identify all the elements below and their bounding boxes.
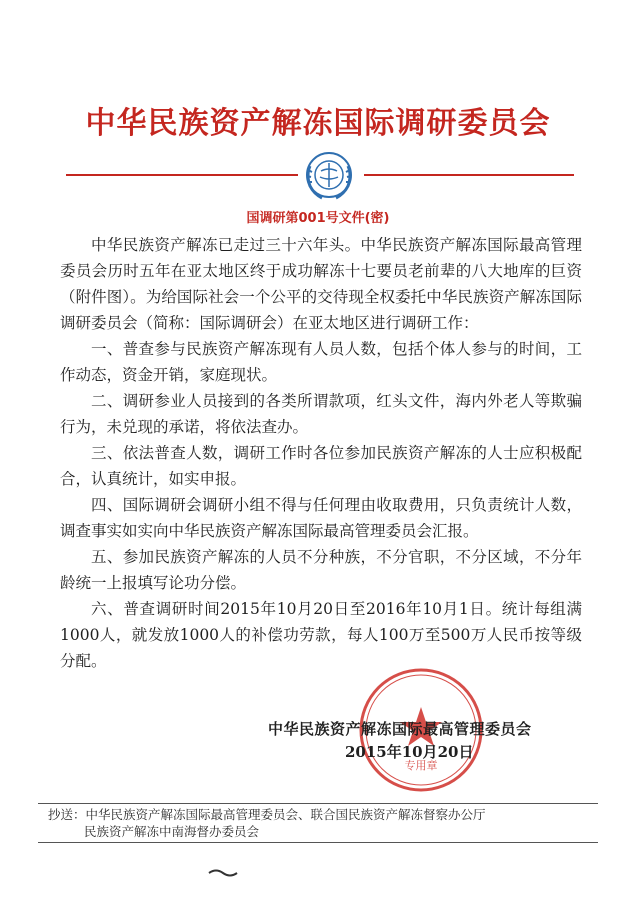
signature-organization: 中华民族资产解冻国际最高管理委员会 bbox=[268, 720, 532, 738]
body-paragraph: 三、依法普查人数，调研工作时各位参加民族资产解冻的人士应积极配合，认真统计，如实申报。 bbox=[60, 444, 582, 488]
cc-block bbox=[48, 806, 486, 840]
un-emblem-icon bbox=[300, 146, 358, 204]
body-paragraph: 二、调研参业人员接到的各类所谓款项，红头文件，海内外老人等欺骗行为，未兑现的承诺，将依法查办。 bbox=[60, 392, 582, 436]
letterhead-rule-right bbox=[364, 174, 574, 176]
footer-ornament-icon bbox=[208, 868, 238, 878]
document-body bbox=[60, 232, 582, 674]
document-number: 国调研第001号文件(密) bbox=[246, 211, 390, 226]
cc-line-1: 抄送：中华民族资产解冻国际最高管理委员会、联合国民族资产解冻督察办公厅 bbox=[48, 807, 486, 822]
body-paragraph: 一、普查参与民族资产解冻现有人员人数，包括个体人参与的时间，工作动态，资金开销，家庭现状。 bbox=[60, 340, 582, 384]
body-paragraph: 五、参加民族资产解冻的人员不分种族，不分官职，不分区域，不分年龄统一上报填写论功分偿。 bbox=[60, 548, 582, 592]
cc-top-divider bbox=[38, 803, 598, 804]
cc-bottom-divider bbox=[38, 842, 598, 843]
body-paragraph: 中华民族资产解冻已走过三十六年头。中华民族资产解冻国际最高管理委员会历时五年在亚太地区终于成功解冻十七要员老前辈的八大地库的巨资（附件图）。为给国际社会一个公平的交待现全权委托中华民族资产解冻国际调研委员会（简称：国际调研会）在亚太地区进行调研工作： bbox=[60, 236, 582, 332]
body-paragraph: 六、普查调研时间2015年10月20日至2016年10月1日。统计每组满1000人，就发放1000人的补偿功劳款，每人100万至500万人民币按等级分配。 bbox=[60, 600, 582, 670]
body-paragraph: 四、国际调研会调研小组不得与任何理由收取费用，只负责统计人数，调查事实如实向中华民族资产解冻国际最高管理委员会汇报。 bbox=[60, 496, 582, 540]
letterhead-rule-left bbox=[66, 174, 298, 176]
signature-date: 2015年10月20日 bbox=[345, 743, 474, 761]
seal-label: 专用章 bbox=[404, 759, 438, 772]
letterhead-title: 中华民族资产解冻国际调研委员会 bbox=[85, 106, 551, 141]
cc-line-2: 民族资产解冻中南海督办委员会 bbox=[84, 824, 260, 839]
